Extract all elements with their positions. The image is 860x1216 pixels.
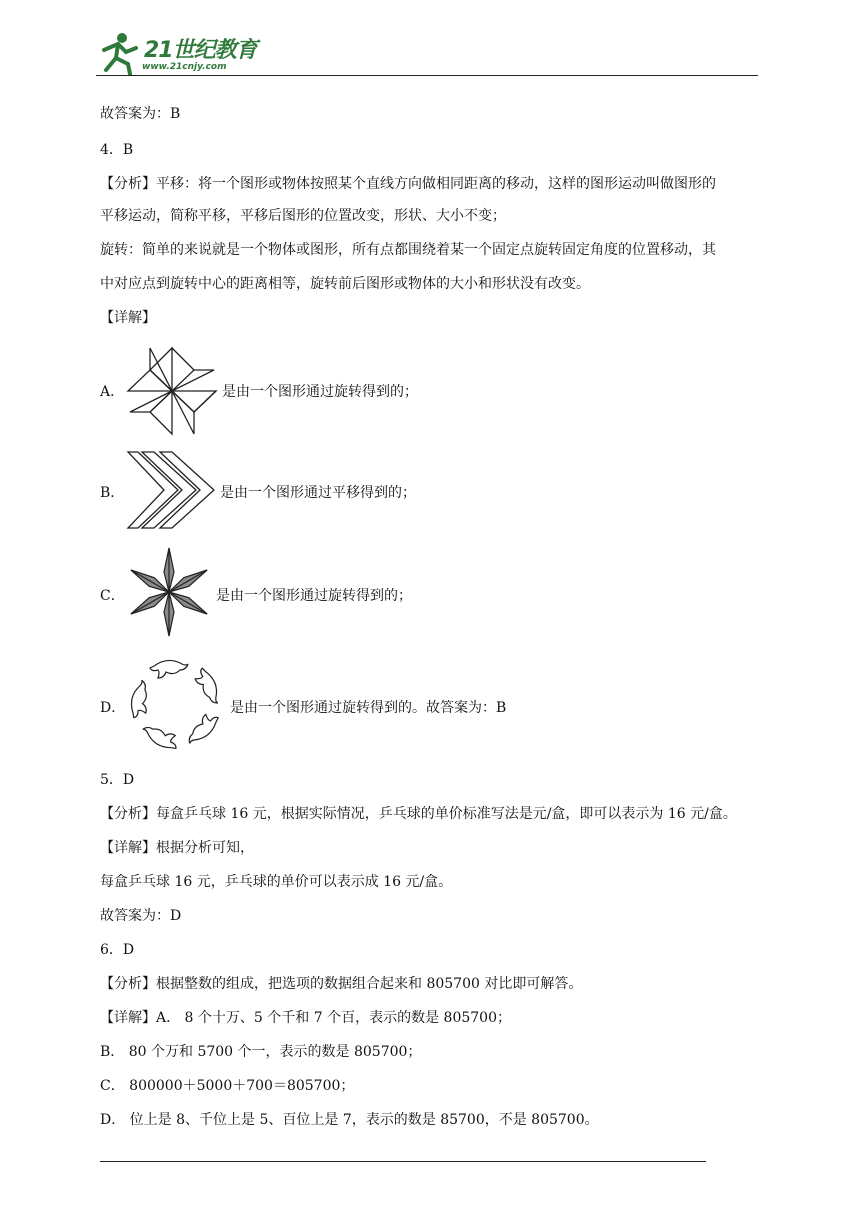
option-a-label: A． (100, 384, 125, 400)
q4-analysis-line-4: 中对应点到旋转中心的距离相等，旋转前后图形或物体的大小和形状没有改变。 (100, 276, 590, 292)
option-c-text: 是由一个图形通过旋转得到的； (216, 588, 412, 604)
logo-name: 21世纪教育 (144, 38, 257, 63)
pinwheel-figure (124, 344, 220, 438)
q5-detail: 【详解】根据分析可知， (100, 840, 254, 856)
option-c-label: C． (100, 588, 125, 604)
q5-final-answer: 故答案为：D (100, 908, 182, 924)
answer-line-3: 故答案为：B (100, 106, 181, 122)
runner-logo-icon (96, 30, 142, 76)
question-5-answer: 5．D (100, 772, 135, 788)
q4-detail-heading: 【详解】 (100, 310, 156, 326)
page-header (96, 30, 758, 80)
q5-detail-body: 每盒乒乓球 16 元，乒乓球的单价可以表示成 16 元/盒。 (100, 874, 453, 890)
option-b-text: 是由一个图形通过平移得到的； (220, 485, 416, 501)
dolphins-figure (124, 654, 228, 754)
q6-detail-d: D． 位上是 8、千位上是 5、百位上是 7，表示的数是 85700，不是 805700。 (100, 1112, 599, 1128)
q4-analysis-line-2: 平移运动，简称平移，平移后图形的位置改变，形状、大小不变； (100, 208, 506, 224)
option-d-text: 是由一个图形通过旋转得到的。故答案为：B (230, 700, 507, 716)
header-divider (96, 75, 758, 76)
q5-analysis: 【分析】每盒乒乓球 16 元，根据实际情况，乒乓球的单价标准写法是元/盒，即可以表示为 16 元/盒。 (100, 806, 737, 822)
footer-divider (100, 1161, 706, 1162)
logo-url: www.21cnjy.com (142, 62, 227, 72)
q6-detail-a: 【详解】A． 8 个十万、5 个千和 7 个百，表示的数是 805700； (100, 1010, 511, 1026)
question-6-answer: 6．D (100, 942, 135, 958)
q6-detail-b: B． 80 个万和 5700 个一，表示的数是 805700； (100, 1044, 422, 1060)
q4-analysis-line-1: 【分析】平移：将一个图形或物体按照某个直线方向做相同距离的移动，这样的图形运动叫做图形的 (100, 176, 716, 192)
star-figure (124, 546, 214, 638)
option-d-label: D． (100, 700, 126, 716)
q6-analysis: 【分析】根据整数的组成，把选项的数据组合起来和 805700 对比即可解答。 (100, 976, 583, 992)
chevrons-figure (124, 448, 218, 532)
q6-detail-c: C． 800000＋5000＋700＝805700； (100, 1078, 355, 1094)
logo (96, 30, 266, 76)
question-4-answer: 4．B (100, 142, 134, 158)
option-a-text: 是由一个图形通过旋转得到的； (222, 384, 418, 400)
q4-analysis-line-3: 旋转：简单的来说就是一个物体或图形，所有点都围绕着某一个固定点旋转固定角度的位置移动，其 (100, 242, 716, 258)
option-b-label: B． (100, 485, 125, 501)
